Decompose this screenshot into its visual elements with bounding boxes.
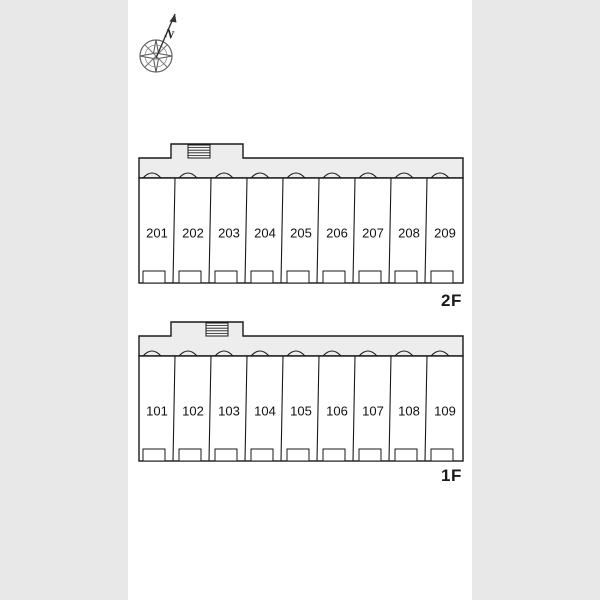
stairs-icon-1f [206,323,228,336]
room-label: 202 [182,225,204,241]
room-label: 205 [290,225,312,241]
lower-balconies-2f [143,271,453,283]
floor-plan-1f [131,318,471,483]
room-label: 103 [218,403,240,419]
room-label: 209 [434,225,456,241]
room-label: 208 [398,225,420,241]
room-label: 203 [218,225,240,241]
room-label: 107 [362,403,384,419]
lower-balconies-1f [143,449,453,461]
room-label: 104 [254,403,276,419]
floor-label-2f: 2F [441,291,462,310]
compass-north-label: N [162,25,177,43]
floor-plan-2f [131,140,471,305]
room-label: 109 [434,403,456,419]
room-label: 108 [398,403,420,419]
compass-rose-icon [130,8,194,80]
floor-label-1f: 1F [441,466,462,485]
room-label: 206 [326,225,348,241]
room-label: 102 [182,403,204,419]
room-label: 204 [254,225,276,241]
room-label: 106 [326,403,348,419]
room-label: 101 [146,403,168,419]
room-label: 207 [362,225,384,241]
stairs-icon-2f [188,145,210,158]
room-label: 201 [146,225,168,241]
room-label: 105 [290,403,312,419]
